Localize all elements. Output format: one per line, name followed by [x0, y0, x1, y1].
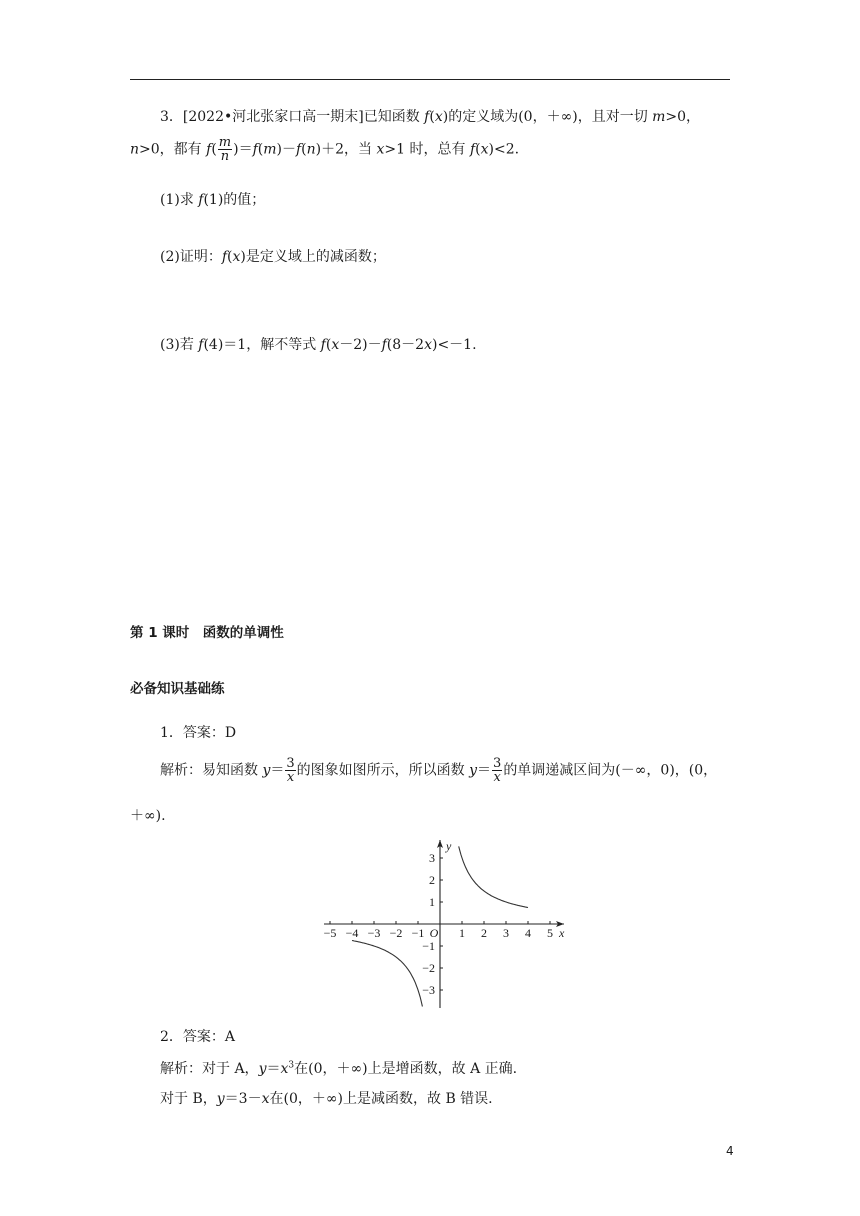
q3-part-2: (2)证明：f(x)是定义域上的减函数；	[160, 249, 386, 265]
x-tick-label: 2	[481, 926, 487, 940]
q3-part-3: (3)若 f(4)＝1，解不等式 f(x－2)－f(8－2x)<－1.	[160, 337, 477, 353]
x-tick-label: 4	[525, 926, 531, 940]
y-tick-label: 3	[429, 851, 435, 865]
y-tick-label: 1	[429, 895, 435, 909]
x-axis-label: x	[559, 926, 565, 940]
x-tick-label: −2	[389, 926, 403, 940]
fraction-3-over-x: $\frac{3}{x}$	[286, 756, 295, 785]
curve-branch-negative	[352, 941, 422, 1007]
subsection-title: 必备知识基础练	[130, 681, 225, 697]
x-tick-label: −4	[345, 926, 359, 940]
q3-line-1: 3．[2022•河北张家口高一期末]已知函数 f(x)的定义域为(0，＋∞)，且对一切 m>0，	[160, 109, 701, 125]
answer-2-analysis-line-1: 解析：对于 A，$y=x^3$在(0，＋∞)上是增函数，故 A 正确.	[160, 1060, 518, 1077]
answer-1-label: 1．答案：D	[160, 725, 237, 741]
fraction-m-over-n: $\frac{m}{n}$	[218, 135, 232, 164]
answer-1-analysis-line-1: 解析：易知函数 y＝ $\frac{3}{x}$ 的图象如图所示，所以函数 y＝ $\frac{3}{x}$ 的单调递减区间为(－∞，0)，(0，	[160, 756, 718, 785]
fraction-3-over-x: $\frac{3}{x}$	[493, 756, 502, 785]
answer-1-analysis-line-2: ＋∞).	[130, 808, 166, 824]
y-tick-label: −1	[422, 939, 435, 953]
answer-2-label: 2．答案：A	[160, 1029, 236, 1045]
answer-2-analysis-line-2: 对于 B，y＝3－x在(0，＋∞)上是减函数，故 B 错误.	[160, 1091, 493, 1107]
section-title: 第 1 课时 函数的单调性	[130, 625, 284, 641]
x-tick-label: 1	[459, 926, 465, 940]
curve-branch-positive	[459, 846, 528, 907]
x-tick-label: −1	[411, 926, 425, 940]
q3-part-1: (1)求 f(1)的值；	[160, 192, 266, 208]
x-tick-label: −5	[323, 926, 337, 940]
y-tick-label: 2	[429, 873, 435, 887]
page-number: 4	[726, 1144, 734, 1158]
header-rule	[130, 79, 730, 80]
origin-label: O	[429, 926, 439, 940]
x-tick-label: 3	[503, 926, 509, 940]
y-axis-label: y	[446, 839, 452, 853]
function-graph	[318, 836, 572, 1016]
y-tick-label: −2	[422, 961, 435, 975]
x-tick-label: 5	[547, 926, 553, 940]
q3-line-2: n>0，都有 f( $\frac{m}{n}$ )＝f(m)－f(n)＋2，当 x>1 时，总有 f(x)<2.	[130, 135, 520, 164]
x-tick-label: −3	[367, 926, 381, 940]
y-tick-label: −3	[422, 983, 435, 997]
